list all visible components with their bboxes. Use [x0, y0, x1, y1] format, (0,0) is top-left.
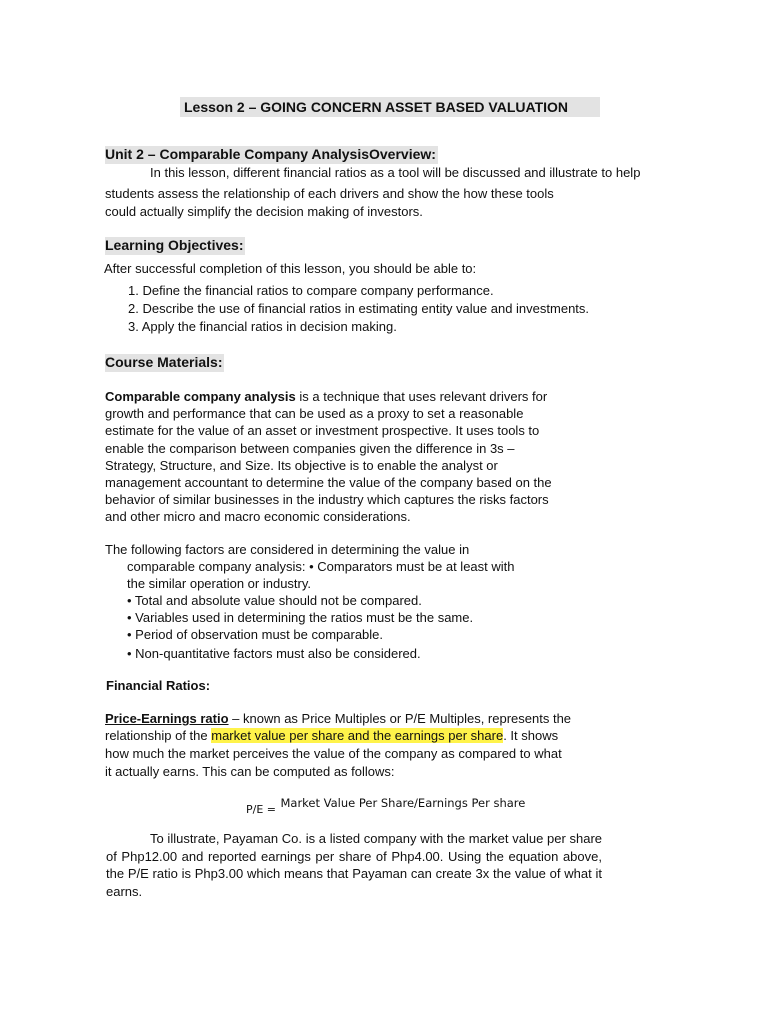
factor-bullet: • Period of observation must be comparable. — [127, 627, 384, 642]
illustration-paragraph: To illustrate, Payaman Co. is a listed company with the market value per share of Php12.00 and reported earnings per share of Php4.00. Using the equation above, the P/E ratio is Php3.00 which means that Payaman can create 3x the value of what it earns. — [106, 831, 602, 899]
paragraph-line: and other micro and macro economic considerations. — [105, 509, 411, 525]
paragraph-line: growth and performance that can be used as a proxy to set a reasonable — [105, 406, 524, 422]
paragraph-line: enable the comparison between companies given the difference in 3s – — [105, 440, 515, 456]
lesson-title: Lesson 2 – GOING CONCERN ASSET BASED VALUATION — [180, 97, 600, 117]
objective-item: 3. Apply the financial ratios in decision making. — [128, 319, 397, 334]
formula-lhs: P/E = — [246, 803, 277, 816]
overview-line-1: In this lesson, different financial ratios as a tool will be discussed and illustrate to help — [150, 165, 641, 180]
factors-intro: The following factors are considered in determining the value in — [105, 542, 470, 557]
pe-line-1: Price-Earnings ratio – known as Price Multiples or P/E Multiples, represents the — [105, 711, 572, 726]
formula-rhs: Market Value Per Share/Earnings Per share — [280, 796, 526, 810]
term-comparable-company-analysis: Comparable company analysis — [105, 389, 296, 404]
financial-ratios-heading: Financial Ratios: — [106, 678, 211, 693]
paragraph-line: Strategy, Structure, and Size. Its objective is to enable the analyst or — [105, 457, 498, 473]
factor-bullet: • Variables used in determining the ratios must be the same. — [127, 610, 474, 625]
overview-line-2: students assess the relationship of each drivers and show the how these tools — [105, 186, 554, 201]
course-materials-paragraph: Comparable company analysis is a technique that uses relevant drivers for growth and performance that can be used as a proxy to set a reasonable estimate for the value of an asset or investment prospective. It uses tools to enable the comparison between companies given the difference in 3s – Strategy, Structure, and Size. Its objective is to enable the analyst or management accountant to determine the value of the company based on the behavior of similar businesses in the industry which captures the risks factors and other micro and macro economic considerations. — [105, 388, 605, 526]
paragraph-line: estimate for the value of an asset or investment prospective. It uses tools to — [105, 423, 540, 439]
term-price-earnings-ratio: Price-Earnings ratio — [105, 711, 229, 726]
factors-line-3: the similar operation or industry. — [127, 576, 312, 591]
overview-line-3: could actually simplify the decision making of investors. — [105, 204, 423, 219]
course-materials-heading: Course Materials: — [105, 354, 223, 370]
factors-line-2: comparable company analysis: • Comparators must be at least with — [127, 559, 515, 574]
paragraph-line: behavior of similar businesses in the industry which captures the risks factors — [105, 492, 549, 508]
paragraph-line: management accountant to determine the value of the company based on the — [105, 475, 552, 491]
objectives-intro: After successful completion of this lesson, you should be able to: — [104, 261, 477, 276]
objective-item: 1. Define the financial ratios to compare company performance. — [128, 283, 494, 298]
pe-line-3: how much the market perceives the value of the company as compared to what — [105, 746, 562, 761]
highlighted-phrase: market value per share and the earnings per share — [211, 728, 504, 743]
unit-heading: Unit 2 – Comparable Company AnalysisOverview: — [105, 146, 436, 162]
pe-line-4: it actually earns. This can be computed as follows: — [105, 764, 395, 779]
pe-formula — [246, 794, 526, 816]
objective-item: 2. Describe the use of financial ratios in estimating entity value and investments. — [128, 301, 590, 316]
factor-bullet: • Total and absolute value should not be compared. — [127, 593, 422, 608]
factor-bullet: • Non-quantitative factors must also be considered. — [127, 646, 421, 661]
objectives-heading: Learning Objectives: — [105, 237, 244, 253]
pe-line-2: relationship of the market value per share and the earnings per share. It shows — [105, 728, 559, 743]
